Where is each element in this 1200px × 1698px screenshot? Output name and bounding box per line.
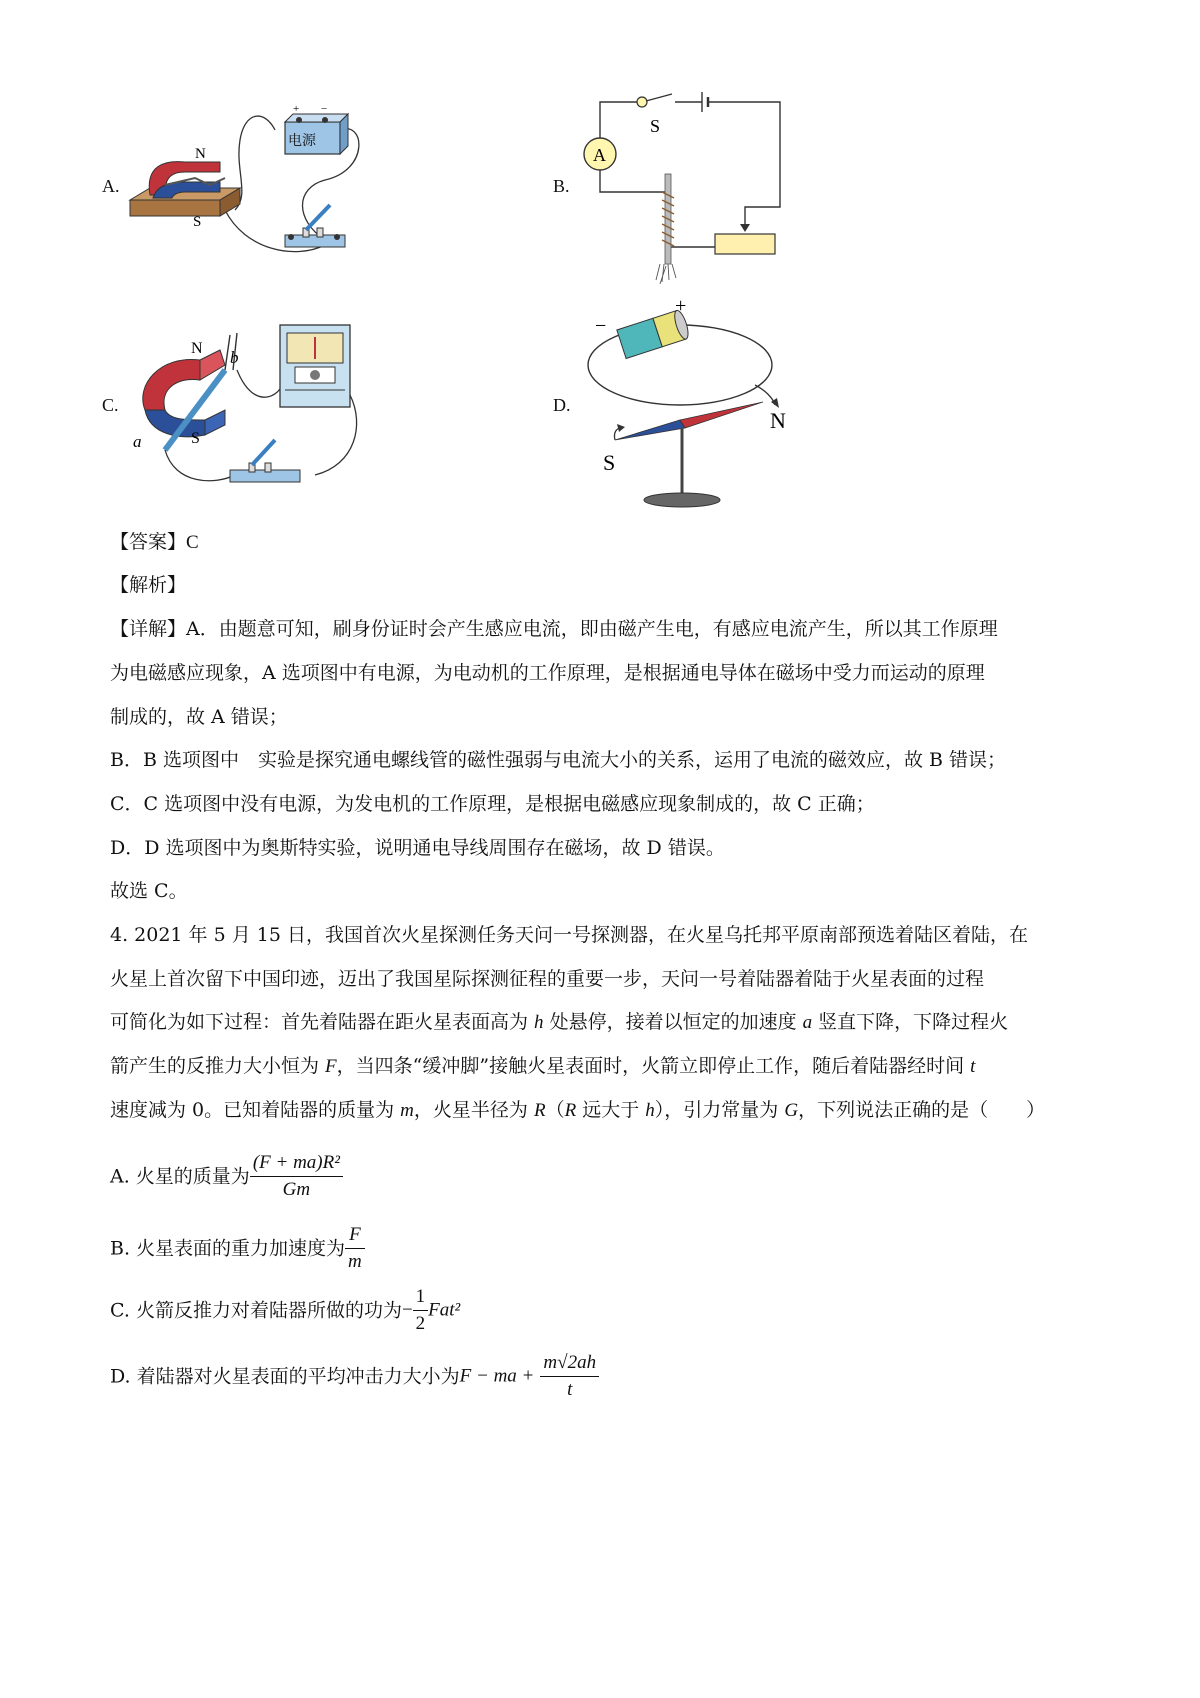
choice-c[interactable]: C. 火箭反推力对着陆器所做的功为− $\frac{1}{2}$ Fat² [110,1284,460,1337]
choice-b-numerator: F [345,1222,365,1249]
choice-b-denominator: m [348,1251,362,1272]
question-line-1: 4. 2021 年 5 月 15 日，我国首次火星探测任务天问一号探测器，在火星乌托邦平原南部预选着陆区着陆，在 [110,924,1028,946]
ammeter-label: A [593,145,606,165]
option-a-letter: A. [102,176,120,196]
choice-b[interactable]: B. 火星表面的重力加速度为 $\frac{F}{m}$ [110,1222,365,1275]
label-a: a [133,432,142,451]
question-line-2: 火星上首次留下中国印迹，迈出了我国星际探测征程的重要一步，天问一号着陆器着陆于火星表面的过程 [110,968,985,990]
choice-c-denominator: 2 [415,1313,426,1334]
option-b-letter: B. [553,176,570,196]
detail-line-7: 故选 C。 [110,880,188,902]
plus-sign: + [293,103,300,115]
choice-c-numerator: 1 [413,1284,429,1311]
choice-d-denominator: t [567,1379,573,1400]
answer-line [110,530,199,555]
label-n: N [770,408,786,433]
choice-a-numerator: (F + ma)R² [250,1150,343,1177]
detail-line-1: 【详解】A．由题意可知，刷身份证时会产生感应电流，即由磁产生电，有感应电流产生，所以其工作原理 [110,618,998,640]
choice-a-denominator: Gm [282,1179,311,1200]
figure-d-oersted [585,290,805,520]
switch-label: S [650,116,661,136]
option-d-letter: D. [553,395,571,415]
minus-sign: − [321,103,328,115]
label-n: N [191,340,203,357]
minus-sign: − [595,315,607,337]
label-s: S [193,214,202,230]
answer-value: C [186,532,199,553]
figure-b-electromagnet [580,92,800,292]
option-c-letter: C. [102,395,119,415]
figure-c-generator [125,315,375,495]
analysis-tag: 【解析】 [110,574,187,596]
detail-line-6: D．D 选项图中为奥斯特实验，说明通电导线周围存在磁场，故 D 错误。 [110,837,725,859]
detail-line-3: 制成的，故 A 错误； [110,706,288,728]
choice-d-numerator: m√2ah [540,1350,599,1377]
label-n: N [195,146,206,162]
question-line-4: 箭产生的反推力大小恒为 F，当四条“缓冲脚”接触火星表面时，火箭立即停止工作，随后着陆器经时间 t [110,1055,976,1077]
plus-sign: + [675,295,687,317]
label-b: b [230,348,239,367]
power-label: 电源 [288,134,316,149]
question-line-5: 速度减为 0。已知着陆器的质量为 m，火星半径为 R（R 远大于 h），引力常量为 G，下列说法正确的是（ ） [110,1099,1046,1121]
figure-a-motor [125,100,385,270]
label-s: S [603,450,616,475]
label-s: S [191,430,200,447]
detail-line-2: 为电磁感应现象，A 选项图中有电源，为电动机的工作原理，是根据通电导体在磁场中受力而运动的原理 [110,662,985,684]
choice-d[interactable]: D. 着陆器对火星表面的平均冲击力大小为F − ma + $\frac{m√2ah}{t}$ [110,1350,599,1403]
choice-a[interactable]: A. 火星的质量为 $\frac{\text{(F + ma)R²}}{Gm}$ [110,1150,343,1203]
detail-line-5: C．C 选项图中没有电源，为发电机的工作原理，是根据电磁感应现象制成的，故 C 正确； [110,793,875,815]
question-line-3: 可简化为如下过程：首先着陆器在距火星表面高为 h 处悬停，接着以恒定的加速度 a 竖直下降，下降过程火 [110,1011,1009,1033]
detail-line-4: B．B 选项图中 实验是探究通电螺线管的磁性强弱与电流大小的关系，运用了电流的磁效应，故 B 错误； [110,749,1007,771]
answer-tag: 【答案】 [110,531,187,553]
